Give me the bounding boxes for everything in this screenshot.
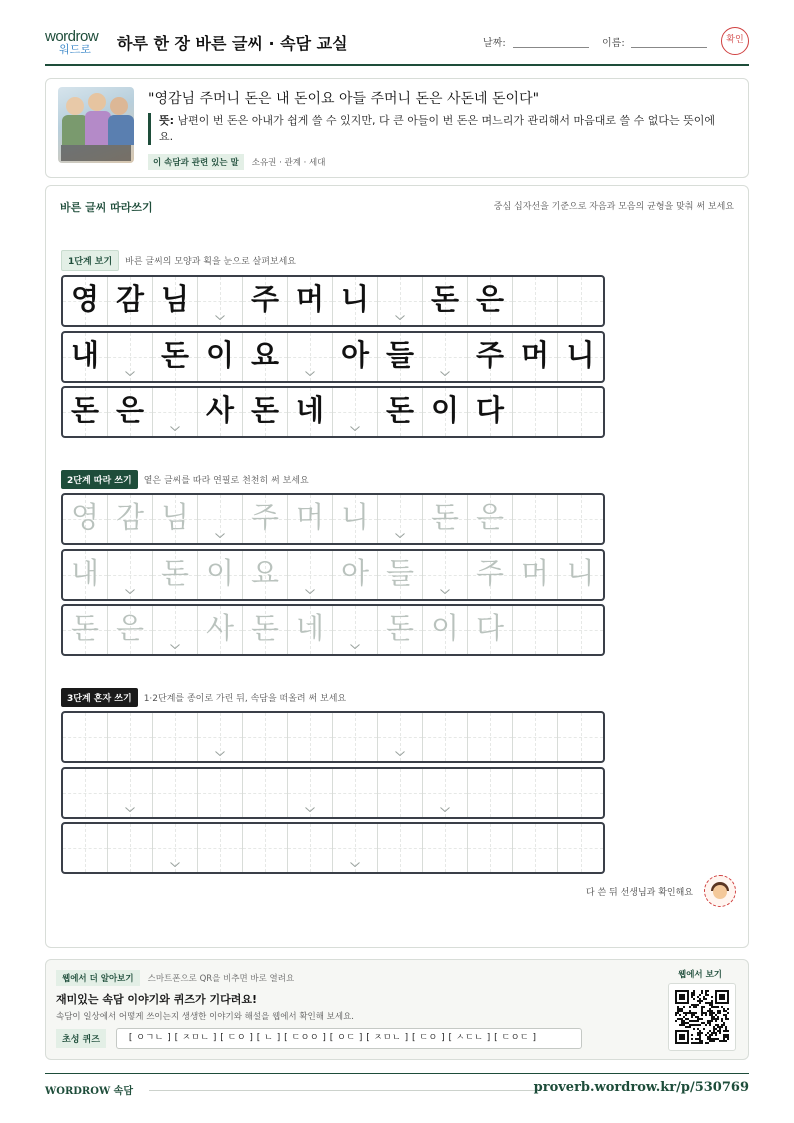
space-mark-icon: [170, 644, 180, 649]
grid-cell[interactable]: [243, 606, 288, 654]
logo: [45, 28, 109, 58]
grid-character: 니: [340, 500, 369, 534]
proverb-card: [45, 78, 749, 178]
grid-character: 다: [475, 611, 504, 645]
web-badge: 웹에서 더 알아보기: [56, 970, 140, 986]
grid-cell[interactable]: [108, 606, 153, 654]
related-label: 이 속담과 관련 있는 말: [148, 154, 244, 170]
practice-section: [45, 185, 749, 948]
grid-cell[interactable]: [468, 606, 513, 654]
stage-2-row-2[interactable]: [61, 549, 605, 601]
grid-character: 사: [205, 611, 234, 645]
grid-cell[interactable]: [333, 551, 378, 599]
grid-character: 님: [160, 282, 189, 316]
practice-hint: 중심 십자선을 기준으로 자음과 모음의 균형을 맞춰 써 보세요: [493, 202, 734, 212]
grid-cell: [513, 388, 558, 436]
chosung-quiz: [56, 1028, 582, 1049]
space-mark-icon: [125, 807, 135, 812]
grid-cell[interactable]: [108, 824, 153, 872]
stage-2-label: [61, 470, 309, 489]
grid-cell[interactable]: [198, 824, 243, 872]
grid-character: 돈: [70, 611, 99, 645]
grid-cell[interactable]: [423, 769, 468, 817]
grid-cell[interactable]: [513, 824, 558, 872]
grid-cell[interactable]: [468, 551, 513, 599]
grid-cell: [558, 333, 603, 381]
header: [45, 22, 749, 66]
space-mark-icon: [395, 533, 405, 538]
grid-cell[interactable]: [153, 713, 198, 761]
grid-cell: [198, 388, 243, 436]
grid-cell[interactable]: [243, 713, 288, 761]
grid-cell: [423, 388, 468, 436]
logo-text: wordrow: [45, 28, 99, 45]
stage-3-row-3[interactable]: [61, 822, 605, 874]
grid-character: 사: [205, 393, 234, 427]
grid-character: 이: [205, 338, 234, 372]
grid-cell: [108, 277, 153, 325]
grid-cell[interactable]: [378, 495, 423, 543]
grid-cell[interactable]: [153, 495, 198, 543]
grid-cell: [288, 388, 333, 436]
grid-cell: [333, 388, 378, 436]
grid-character: 이: [430, 611, 459, 645]
grid-cell[interactable]: [558, 824, 603, 872]
grid-character: 감: [115, 282, 144, 316]
grid-cell: [333, 333, 378, 381]
space-mark-icon: [125, 371, 135, 376]
grid-character: 감: [115, 500, 144, 534]
stage-1-row-1: [61, 275, 605, 327]
grid-cell: [153, 388, 198, 436]
grid-cell[interactable]: [243, 824, 288, 872]
grid-character: 돈: [430, 282, 459, 316]
space-mark-icon: [305, 807, 315, 812]
grid-cell[interactable]: [558, 713, 603, 761]
grid-cell[interactable]: [423, 495, 468, 543]
grid-cell: [333, 277, 378, 325]
stage-1-label: [61, 250, 296, 271]
meaning-text: 남편이 번 돈은 아내가 쉽게 쓸 수 있지만, 다 큰 아들이 번 돈은 며느리가 관리해서 마음대로 쓸 수 없다는 뜻이에요.: [159, 114, 716, 143]
footer-divider: [149, 1090, 541, 1091]
stage-2-row-3[interactable]: [61, 604, 605, 656]
grid-cell[interactable]: [333, 713, 378, 761]
grid-character: 니: [566, 556, 595, 590]
grid-character: 돈: [160, 556, 189, 590]
proverb-text: "영감님 주머니 돈은 내 돈이요 아들 주머니 돈은 사돈네 돈이다": [148, 91, 540, 107]
grid-cell[interactable]: [558, 606, 603, 654]
grid-character: 은: [475, 500, 504, 534]
related-tags: 소유권 · 관계 · 세대: [251, 158, 326, 168]
grid-character: 주: [250, 500, 279, 534]
grid-character: 이: [430, 393, 459, 427]
grid-cell[interactable]: [333, 824, 378, 872]
grid-character: 주: [475, 556, 504, 590]
grid-character: 머: [295, 500, 324, 534]
grid-character: 은: [475, 282, 504, 316]
grid-character: 머: [520, 338, 549, 372]
qr-label: 웹에서 보기: [677, 970, 722, 980]
grid-cell[interactable]: [558, 551, 603, 599]
grid-cell: [288, 277, 333, 325]
name-label: 이름:: [602, 38, 625, 49]
grid-cell[interactable]: [108, 551, 153, 599]
space-mark-icon: [440, 589, 450, 594]
grid-cell[interactable]: [198, 713, 243, 761]
space-mark-icon: [305, 589, 315, 594]
grid-cell[interactable]: [63, 495, 108, 543]
space-mark-icon: [215, 533, 225, 538]
quiz-label: 초성 퀴즈: [56, 1029, 106, 1048]
check-stamp-icon: 확인: [721, 27, 749, 55]
grid-character: 영: [70, 500, 99, 534]
page-title: 하루 한 장 바른 글씨 · 속담 교실: [117, 34, 348, 53]
grid-character: 돈: [70, 393, 99, 427]
meaning-label: 뜻:: [159, 114, 175, 127]
grid-cell: [243, 277, 288, 325]
grid-character: 주: [250, 282, 279, 316]
grid-character: 님: [160, 500, 189, 534]
grid-cell: [378, 333, 423, 381]
grid-character: 네: [295, 611, 324, 645]
grid-cell: [468, 277, 513, 325]
stage-1-badge: 1단계 보기: [61, 250, 119, 271]
grid-character: 들: [385, 556, 414, 590]
grid-character: 들: [385, 338, 414, 372]
proverb-meaning: [148, 113, 728, 145]
grid-character: 돈: [385, 611, 414, 645]
grid-cell: [198, 333, 243, 381]
space-mark-icon: [305, 371, 315, 376]
web-sub: 스마트폰으로 QR을 비추면 바로 열려요: [147, 974, 295, 984]
grid-cell[interactable]: [378, 606, 423, 654]
grid-character: 돈: [160, 338, 189, 372]
teacher-mascot-icon: [704, 875, 736, 907]
grid-cell: [423, 333, 468, 381]
proverb-illustration: [58, 87, 134, 163]
grid-cell: [468, 388, 513, 436]
grid-cell[interactable]: [423, 713, 468, 761]
grid-cell: [243, 333, 288, 381]
grid-cell[interactable]: [198, 495, 243, 543]
grid-cell[interactable]: [288, 606, 333, 654]
grid-cell[interactable]: [288, 713, 333, 761]
grid-cell: [558, 388, 603, 436]
grid-character: 내: [70, 556, 99, 590]
grid-cell: [468, 333, 513, 381]
grid-cell[interactable]: [153, 551, 198, 599]
web-headline: 재미있는 속담 이야기와 퀴즈가 기다려요!: [56, 993, 257, 1006]
grid-character: 은: [115, 393, 144, 427]
grid-character: 이: [205, 556, 234, 590]
grid-cell[interactable]: [558, 495, 603, 543]
grid-cell: [558, 277, 603, 325]
space-mark-icon: [125, 589, 135, 594]
stage-3-badge: 3단계 혼자 쓰기: [61, 688, 138, 707]
stage-3-desc: 1·2단계를 종이로 가린 뒤, 속담을 떠올려 써 보세요: [143, 694, 347, 704]
grid-character: 영: [70, 282, 99, 316]
grid-cell[interactable]: [513, 769, 558, 817]
grid-character: 요: [250, 556, 279, 590]
footer-url[interactable]: proverb.wordrow.kr/p/530769: [533, 1080, 749, 1095]
footer-brand: WORDROW 속담: [45, 1086, 133, 1097]
grid-cell[interactable]: [108, 495, 153, 543]
grid-character: 내: [70, 338, 99, 372]
grid-cell[interactable]: [513, 551, 558, 599]
space-mark-icon: [215, 751, 225, 756]
stage-1-desc: 바른 글씨의 모양과 획을 눈으로 살펴보세요: [125, 257, 296, 267]
grid-cell[interactable]: [333, 495, 378, 543]
grid-cell: [288, 333, 333, 381]
grid-cell: [153, 277, 198, 325]
grid-character: 주: [475, 338, 504, 372]
grid-cell[interactable]: [333, 769, 378, 817]
space-mark-icon: [170, 426, 180, 431]
grid-character: 돈: [430, 500, 459, 534]
grid-cell: [198, 277, 243, 325]
grid-character: 니: [340, 282, 369, 316]
grid-cell: [513, 277, 558, 325]
web-section: [45, 959, 749, 1060]
grid-cell[interactable]: [108, 713, 153, 761]
name-field[interactable]: [631, 47, 707, 48]
grid-cell[interactable]: [243, 495, 288, 543]
space-mark-icon: [215, 315, 225, 320]
space-mark-icon: [350, 862, 360, 867]
grid-cell[interactable]: [423, 606, 468, 654]
grid-character: 은: [115, 611, 144, 645]
grid-cell[interactable]: [468, 769, 513, 817]
grid-cell[interactable]: [288, 551, 333, 599]
grid-cell[interactable]: [153, 824, 198, 872]
grid-cell[interactable]: [468, 824, 513, 872]
grid-cell: [513, 333, 558, 381]
grid-cell[interactable]: [108, 769, 153, 817]
grid-character: 돈: [250, 611, 279, 645]
space-mark-icon: [440, 807, 450, 812]
grid-cell: [63, 333, 108, 381]
grid-character: 다: [475, 393, 504, 427]
grid-cell[interactable]: [333, 606, 378, 654]
grid-character: 머: [520, 556, 549, 590]
grid-cell: [108, 388, 153, 436]
grid-character: 돈: [250, 393, 279, 427]
grid-cell: [378, 277, 423, 325]
date-label: 날짜:: [483, 38, 506, 49]
grid-cell[interactable]: [63, 551, 108, 599]
grid-cell[interactable]: [198, 606, 243, 654]
qr-code-icon[interactable]: [668, 983, 736, 1051]
space-mark-icon: [170, 862, 180, 867]
grid-cell[interactable]: [63, 769, 108, 817]
grid-cell: [423, 277, 468, 325]
grid-character: 아: [340, 338, 369, 372]
grid-cell[interactable]: [63, 606, 108, 654]
space-mark-icon: [440, 371, 450, 376]
grid-cell[interactable]: [198, 551, 243, 599]
grid-cell[interactable]: [513, 713, 558, 761]
grid-cell[interactable]: [513, 606, 558, 654]
footer: [45, 1073, 749, 1103]
logo-sub: 워드로: [59, 43, 91, 56]
grid-cell: [378, 388, 423, 436]
date-field[interactable]: [513, 47, 589, 48]
grid-character: 니: [566, 338, 595, 372]
grid-cell[interactable]: [153, 769, 198, 817]
grid-cell[interactable]: [378, 713, 423, 761]
space-mark-icon: [350, 426, 360, 431]
grid-character: 네: [295, 393, 324, 427]
grid-cell[interactable]: [63, 824, 108, 872]
grid-cell[interactable]: [378, 769, 423, 817]
stage-2-desc: 옅은 글씨를 따라 연필로 천천히 써 보세요: [143, 476, 309, 486]
grid-cell[interactable]: [288, 495, 333, 543]
practice-title: 바른 글씨 따라쓰기: [60, 201, 153, 214]
grid-cell[interactable]: [468, 713, 513, 761]
grid-character: 머: [295, 282, 324, 316]
grid-cell[interactable]: [198, 769, 243, 817]
grid-cell[interactable]: [288, 824, 333, 872]
grid-cell: [243, 388, 288, 436]
grid-character: 돈: [385, 393, 414, 427]
space-mark-icon: [395, 315, 405, 320]
stage-2-row-1[interactable]: [61, 493, 605, 545]
check-note: 다 쓴 뒤 선생님과 확인해요: [585, 888, 693, 898]
stage-2-badge: 2단계 따라 쓰기: [61, 470, 138, 489]
grid-cell[interactable]: [288, 769, 333, 817]
web-desc: 속담이 일상에서 어떻게 쓰이는지 생생한 이야기와 해설을 웹에서 확인해 보세요.: [56, 1012, 354, 1022]
grid-cell[interactable]: [378, 551, 423, 599]
grid-cell: [63, 277, 108, 325]
stage-3-row-1[interactable]: [61, 711, 605, 763]
qr-code-graphic: [675, 990, 729, 1044]
grid-cell[interactable]: [243, 769, 288, 817]
stage-1-row-2: [61, 331, 605, 383]
stage-3-row-2[interactable]: [61, 767, 605, 819]
grid-character: 요: [250, 338, 279, 372]
grid-cell[interactable]: [513, 495, 558, 543]
grid-cell: [153, 333, 198, 381]
grid-cell[interactable]: [63, 713, 108, 761]
space-mark-icon: [395, 751, 405, 756]
grid-cell[interactable]: [378, 824, 423, 872]
grid-cell[interactable]: [153, 606, 198, 654]
grid-character: 아: [340, 556, 369, 590]
grid-cell[interactable]: [558, 769, 603, 817]
stage-3-label: [61, 688, 346, 707]
grid-cell[interactable]: [423, 551, 468, 599]
grid-cell[interactable]: [243, 551, 288, 599]
related-words: [148, 154, 325, 170]
grid-cell[interactable]: [468, 495, 513, 543]
quiz-box: [ ㅇㄱㄴ ] [ ㅈㅁㄴ ] [ ㄷㅇ ] [ ㄴ ] [ ㄷㅇㅇ ] [ ㅇㄷ ] [ ㅈㅁㄴ ] [ ㄷㅇ ] [ ㅅㄷㄴ ] [ ㄷㅇㄷ ]: [116, 1028, 582, 1049]
stage-1-row-3: [61, 386, 605, 438]
grid-cell: [63, 388, 108, 436]
web-top: [56, 970, 294, 986]
space-mark-icon: [350, 644, 360, 649]
grid-cell[interactable]: [423, 824, 468, 872]
grid-cell: [108, 333, 153, 381]
